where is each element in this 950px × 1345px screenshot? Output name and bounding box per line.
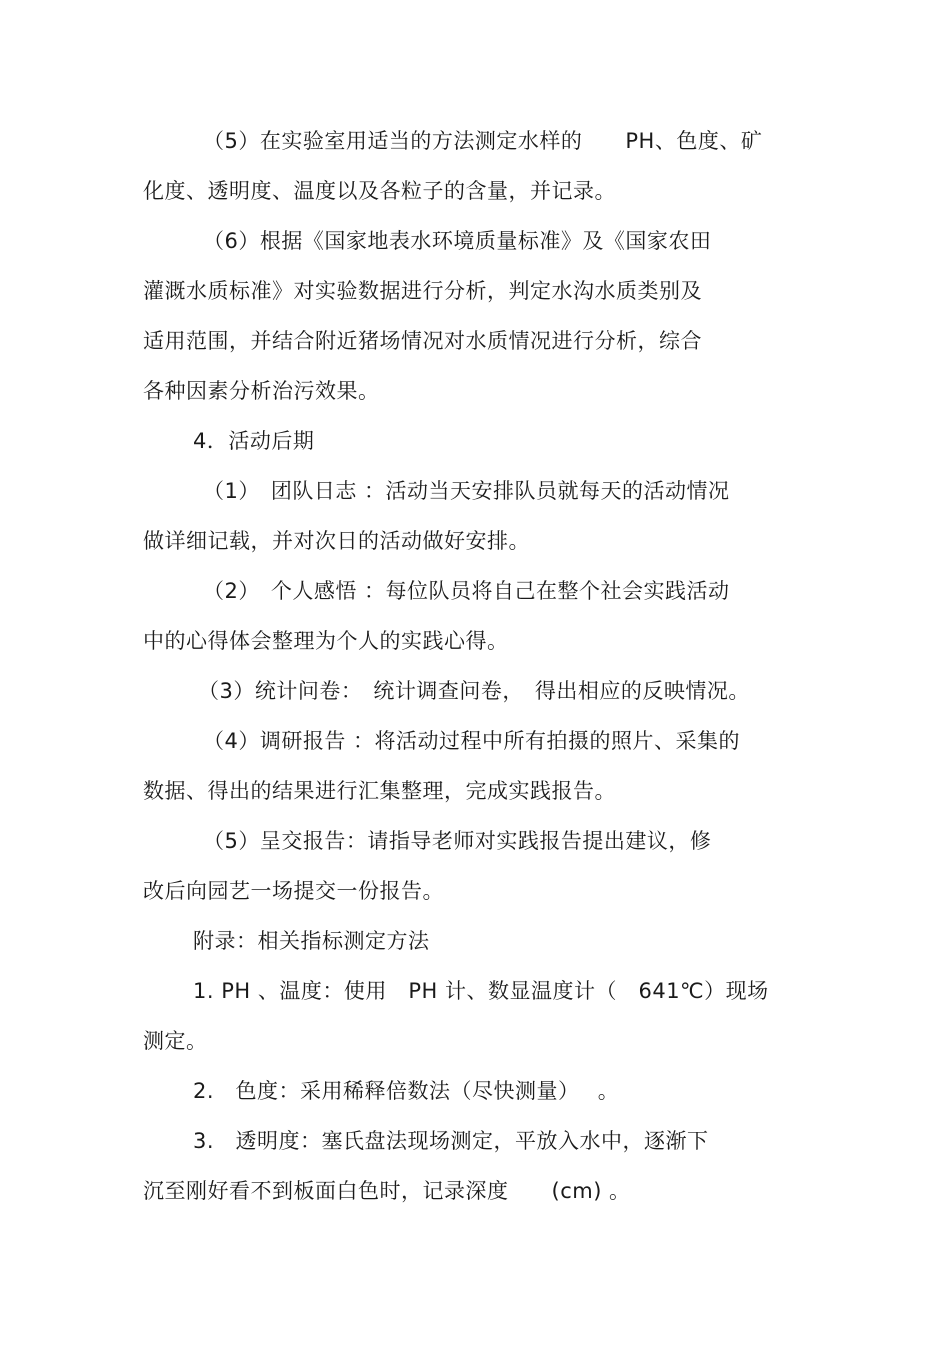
appendix-heading: 附录：相关指标测定方法 [193, 929, 430, 953]
paragraph-line: （5）在实验室用适当的方法测定水样的 PH、色度、矿 [203, 129, 763, 153]
section-heading: 4．活动后期 [193, 429, 315, 453]
paragraph-line: 1. PH 、温度：使用 PH 计、数显温度计（ 641℃）现场 [193, 979, 769, 1003]
paragraph-line: （5）呈交报告：请指导老师对实践报告提出建议，修 [203, 829, 712, 853]
paragraph-line: （6）根据《国家地表水环境质量标准》及《国家农田 [203, 229, 712, 253]
paragraph-line: 化度、透明度、温度以及各粒子的含量，并记录。 [143, 179, 616, 203]
paragraph-line: 数据、得出的结果进行汇集整理，完成实践报告。 [143, 779, 616, 803]
paragraph-line: 改后向园艺一场提交一份报告。 [143, 879, 444, 903]
paragraph-line: 做详细记载，并对次日的活动做好安排。 [143, 529, 530, 553]
paragraph-line: 沉至刚好看不到板面白色时，记录深度 (cm) 。 [143, 1179, 631, 1203]
paragraph-line: （2） 个人感悟 ：每位队员将自己在整个社会实践活动 [203, 579, 730, 603]
paragraph-line: （4）调研报告 ：将活动过程中所有拍摄的照片、采集的 [203, 729, 741, 753]
paragraph-line: （1） 团队日志 ：活动当天安排队员就每天的活动情况 [203, 479, 730, 503]
paragraph-line: 中的心得体会整理为个人的实践心得。 [143, 629, 509, 653]
paragraph-line: 适用范围，并结合附近猪场情况对水质情况进行分析，综合 [143, 329, 702, 353]
paragraph-line: 各种因素分析治污效果。 [143, 379, 380, 403]
paragraph-line: （3）统计问卷： 统计调查问卷， 得出相应的反映情况。 [198, 679, 750, 703]
paragraph-line: 测定。 [143, 1029, 208, 1053]
paragraph-line: 灌溉水质标准》对实验数据进行分析，判定水沟水质类别及 [143, 279, 702, 303]
paragraph-line: 2. 色度：采用稀释倍数法（尽快测量） 。 [193, 1079, 620, 1103]
paragraph-line: 3. 透明度：塞氏盘法现场测定，平放入水中，逐渐下 [193, 1129, 709, 1153]
